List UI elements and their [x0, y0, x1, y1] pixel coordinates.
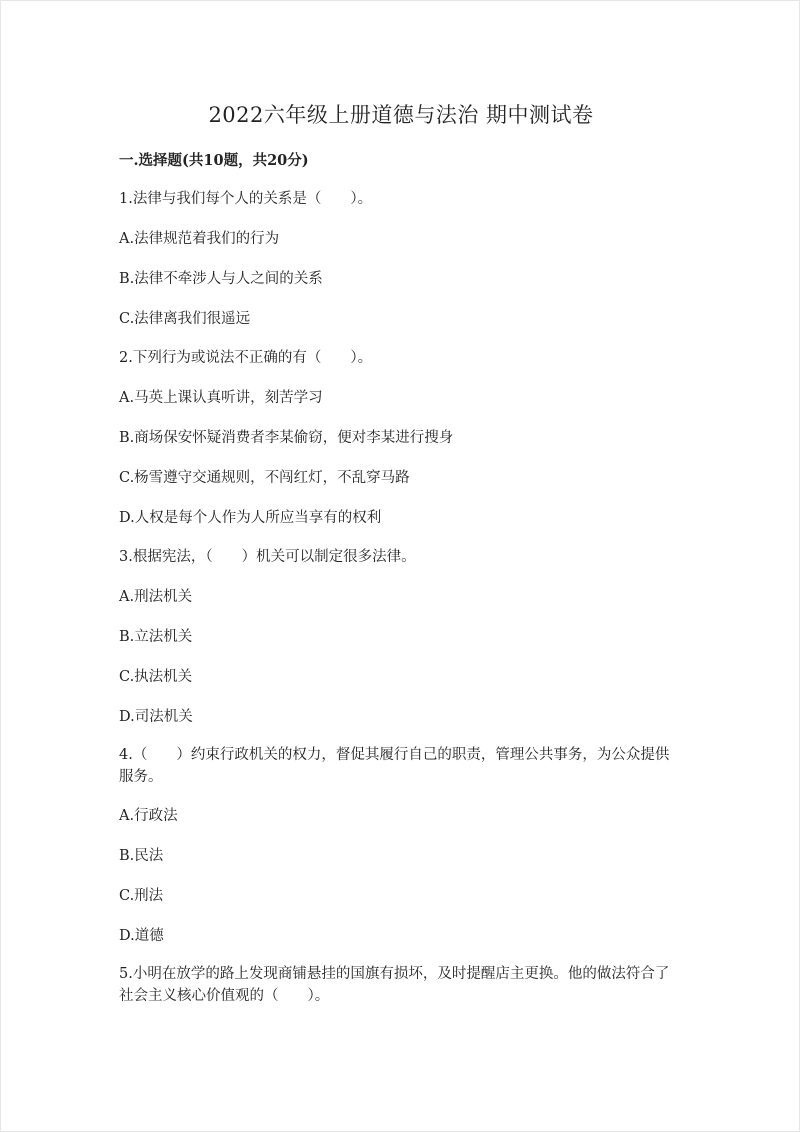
- question-3-option-a: A.刑法机关: [119, 589, 193, 605]
- exam-title: 2022六年级上册道德与法治 期中测试卷: [208, 103, 594, 127]
- question-3-option-d: D.司法机关: [119, 709, 193, 725]
- question-2-option-a: A.马英上课认真听讲，刻苦学习: [119, 390, 323, 406]
- question-2-stem: 2.下列行为或说法不正确的有（ ）。: [119, 350, 373, 366]
- question-3-option-b: B.立法机关: [119, 629, 193, 645]
- question-4-option-c: C.刑法: [119, 888, 164, 904]
- question-5-stem: 5.小明在放学的路上发现商铺悬挂的国旗有损坏，及时提醒店主更换。他的做法符合了社会主义核心价值观的（ ）。: [119, 966, 670, 1004]
- question-2-option-c: C.杨雪遵守交通规则，不闯红灯，不乱穿马路: [119, 470, 410, 486]
- question-1-stem: 1.法律与我们每个人的关系是（ ）。: [119, 191, 373, 207]
- question-2-option-d: D.人权是每个人作为人所应当享有的权利: [119, 510, 382, 526]
- question-2-option-b: B.商场保安怀疑消费者李某偷窃，便对李某进行搜身: [119, 430, 454, 446]
- question-4-option-d: D.道德: [119, 928, 164, 944]
- question-3-stem: 3.根据宪法，（ ）机关可以制定很多法律。: [119, 549, 416, 565]
- question-1-option-b: B.法律不牵涉人与人之间的关系: [119, 271, 323, 287]
- question-4-option-b: B.民法: [119, 848, 164, 864]
- question-3-option-c: C.执法机关: [119, 669, 193, 685]
- question-1-option-c: C.法律离我们很遥远: [119, 311, 251, 327]
- question-4-option-a: A.行政法: [119, 808, 178, 824]
- question-1-option-a: A.法律规范着我们的行为: [119, 231, 280, 247]
- question-4-stem: 4.（ ）约束行政机关的权力，督促其履行自己的职责，管理公共事务，为公众提供服务。: [119, 747, 670, 785]
- section-heading: 一.选择题(共10题，共20分): [119, 152, 309, 169]
